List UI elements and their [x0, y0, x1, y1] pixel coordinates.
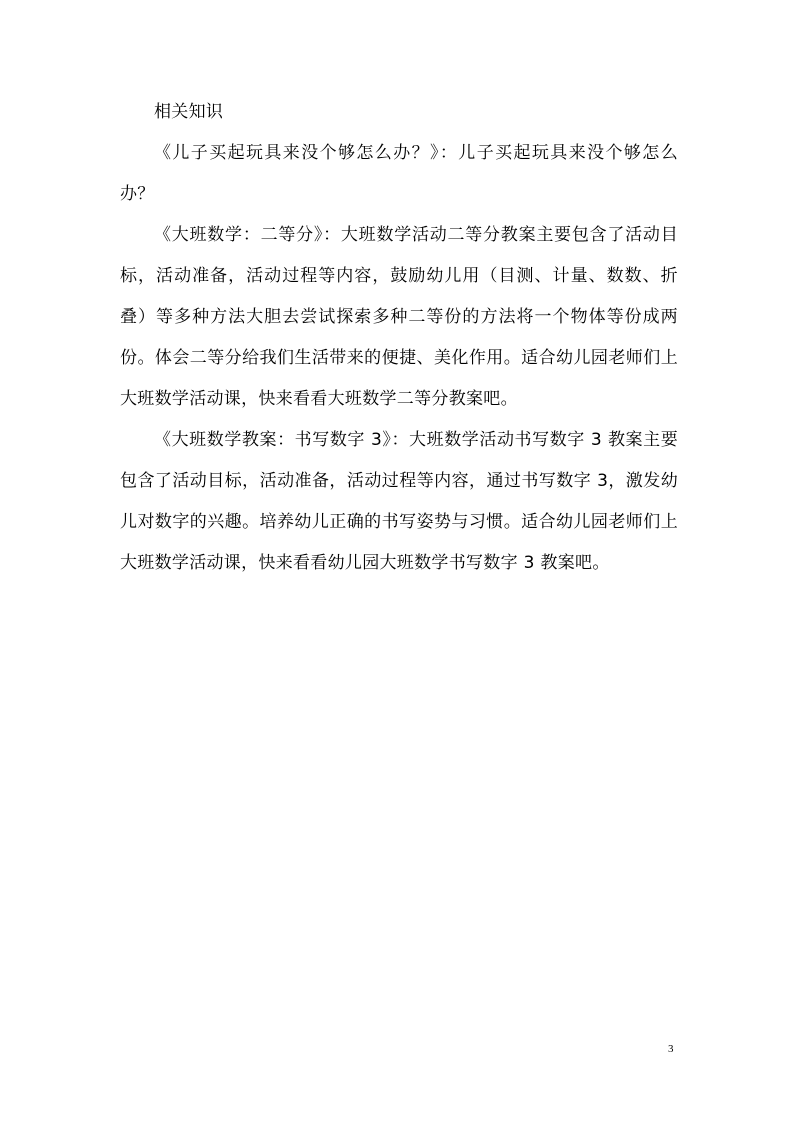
paragraph-toy-buying: 《儿子买起玩具来没个够怎么办？》：儿子买起玩具来没个够怎么办？ [120, 143, 678, 204]
page-number: 3 [668, 1043, 674, 1055]
paragraph-bisection-lesson: 《大班数学：二等分》：大班数学活动二等分教案主要包含了活动目标，活动准备，活动过程等内容，鼓励幼儿用（目测、计量、数数、折叠）等多种方法大胆去尝试探索多种二等份的方法将一个物体等份成两份。体会二等分给我们生活带来的便捷、美化作用。适合幼儿园老师们上大班数学活动课，快来看看大班数学二等分教案吧。 [120, 225, 678, 409]
document-body [120, 92, 678, 584]
paragraph-writing-digit-3: 《大班数学教案：书写数字 3》：大班数学活动书写数字 3 教案主要包含了活动目标，活动准备，活动过程等内容，通过书写数字 3，激发幼儿对数字的兴趣。培养幼儿正确的书写姿势与习惯。适合幼儿园老师们上大班数学活动课，快来看看幼儿园大班数学书写数字 3 教案吧。 [120, 430, 678, 573]
section-heading: 相关知识 [154, 102, 224, 122]
